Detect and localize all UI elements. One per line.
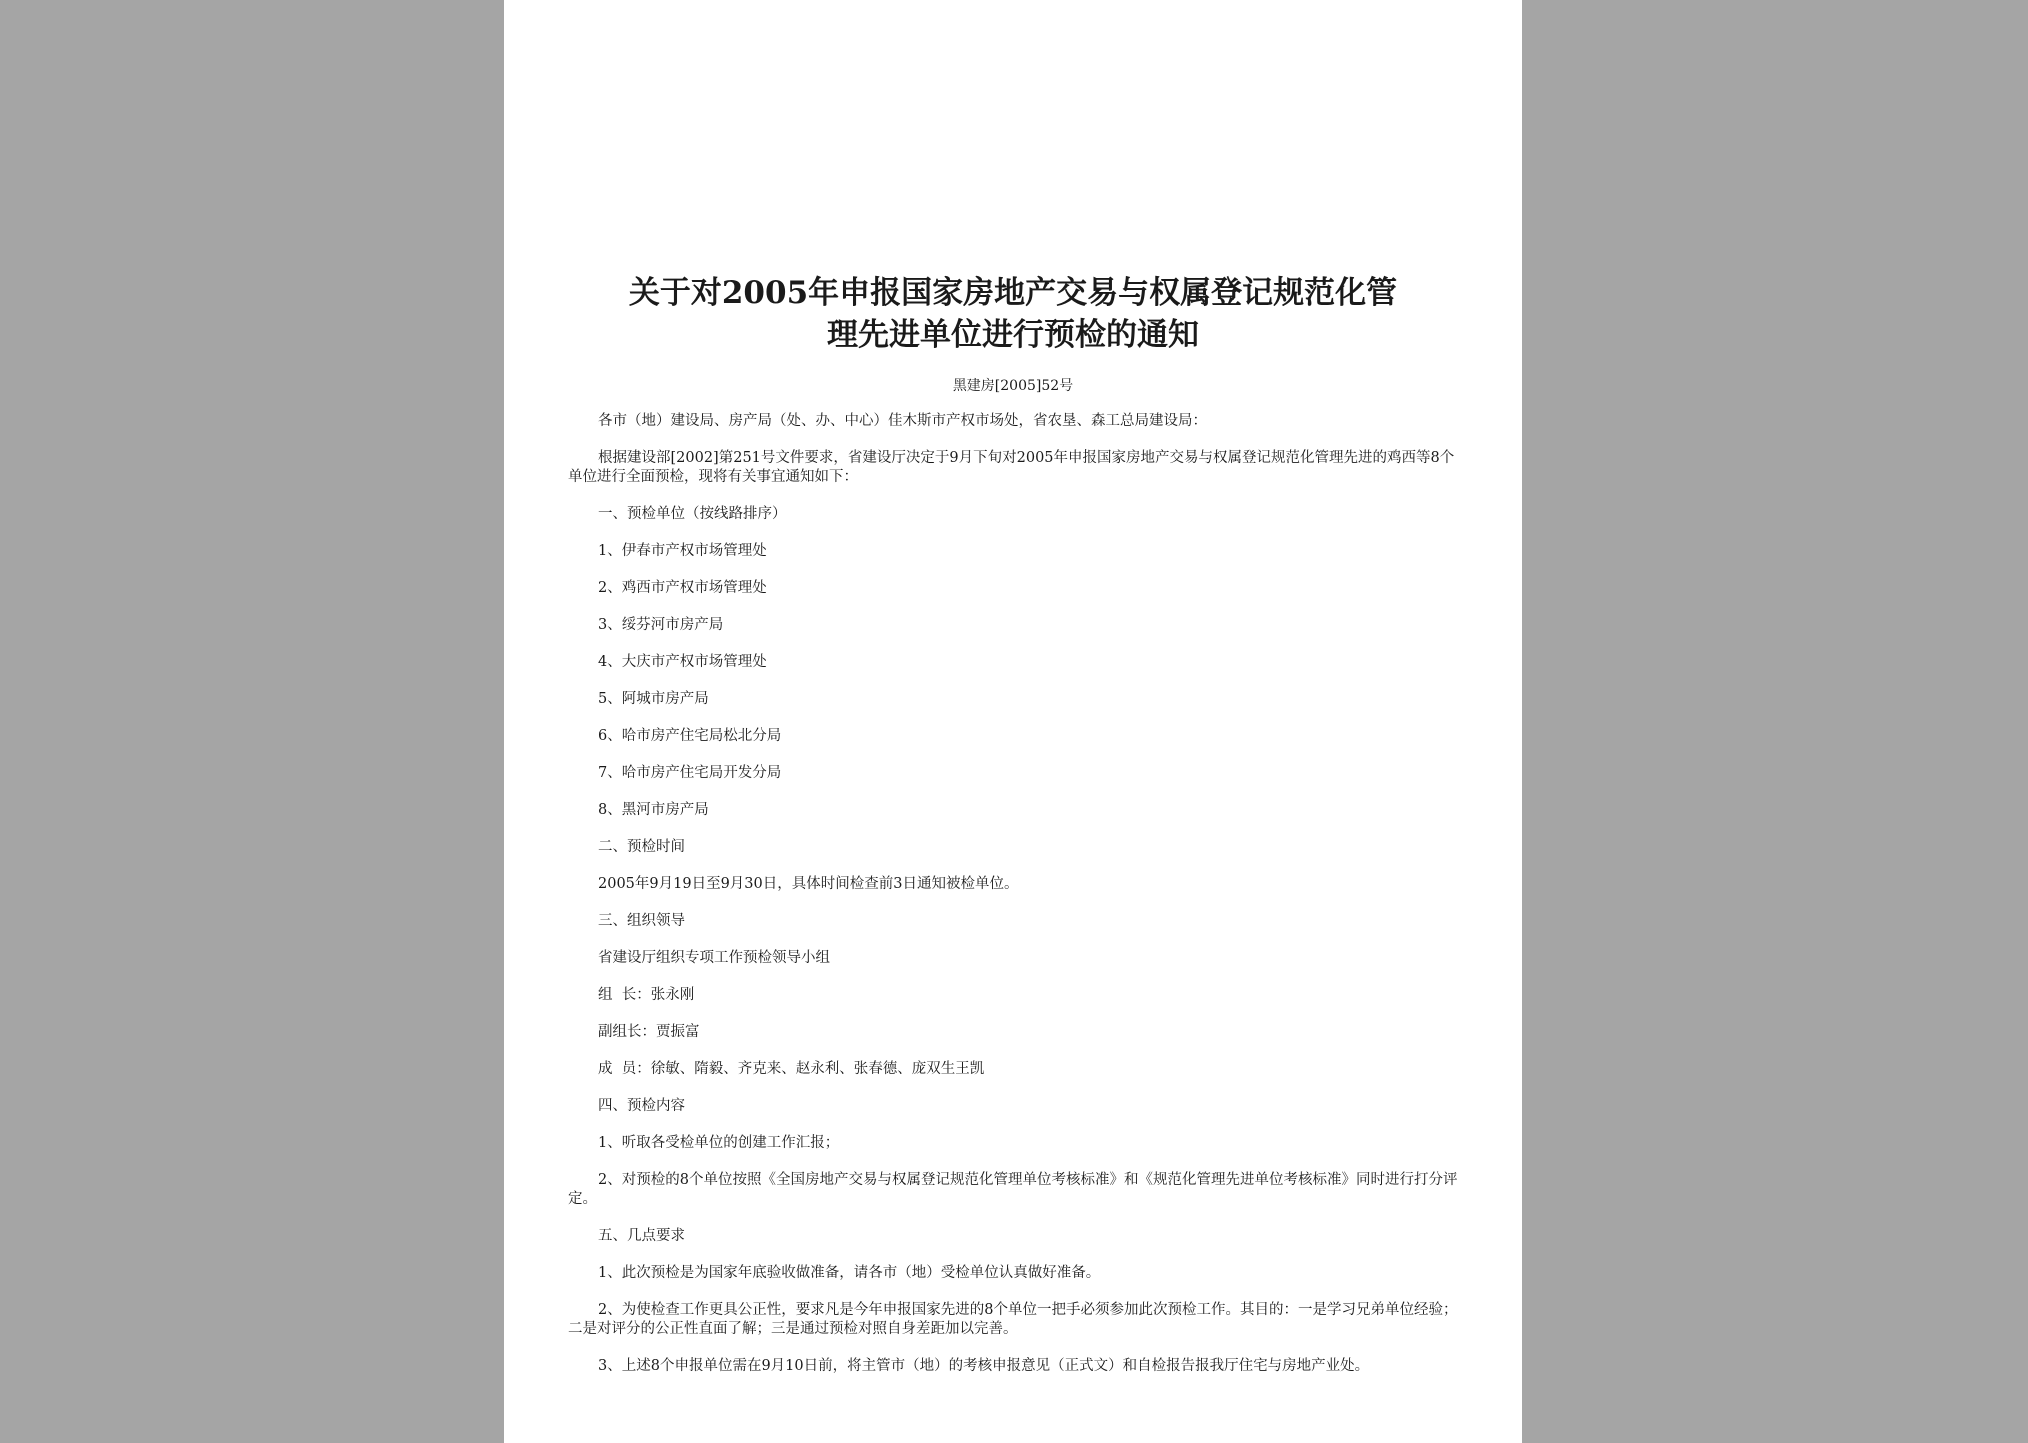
list-item: 4、大庆市产权市场管理处 (598, 654, 767, 670)
document-title (568, 272, 1458, 356)
section-heading-2: 二、预检时间 (598, 839, 685, 855)
intro-paragraph: 根据建设部[2002]第251号文件要求，省建设厅决定于9月下旬对2005年申报国家房地产交易与权属登记规范化管理先进的鸡西等8个单位进行全面预检，现将有关事宜通知如下： (568, 450, 1455, 485)
title-line-1: 关于对2005年申报国家房地产交易与权属登记规范化管 (628, 275, 1398, 311)
requirement-3: 3、上述8个申报单位需在9月10日前，将主管市（地）的考核申报意见（正式文）和自检报告报我厅住宅与房地产业处。 (598, 1358, 1370, 1374)
section-heading-3: 三、组织领导 (598, 913, 685, 929)
document-number: 黑建房[2005]52号 (952, 378, 1074, 394)
section-heading-5: 五、几点要求 (598, 1228, 685, 1244)
section-heading-4: 四、预检内容 (598, 1098, 685, 1114)
document-body (568, 412, 1458, 1376)
members-line: 成 员：徐敏、隋毅、齐克来、赵永利、张春德、庞双生王凯 (598, 1061, 985, 1077)
leader-line: 组 长：张永刚 (598, 987, 695, 1003)
list-item: 6、哈市房产住宅局松北分局 (598, 728, 782, 744)
content-item-1: 1、听取各受检单位的创建工作汇报； (598, 1135, 840, 1151)
org-group: 省建设厅组织专项工作预检领导小组 (598, 950, 830, 966)
section-heading-1: 一、预检单位（按线路排序） (598, 506, 787, 522)
list-item: 1、伊春市产权市场管理处 (598, 543, 767, 559)
list-item: 8、黑河市房产局 (598, 802, 709, 818)
list-item: 2、鸡西市产权市场管理处 (598, 580, 767, 596)
title-line-2: 理先进单位进行预检的通知 (827, 317, 1199, 353)
requirement-2: 2、为使检查工作更具公正性，要求凡是今年申报国家先进的8个单位一把手必须参加此次预检工作。其目的：一是学习兄弟单位经验；二是对评分的公正性直面了解；三是通过预检对照自身差距加以完善。 (568, 1302, 1458, 1337)
document-page (504, 0, 1522, 1443)
list-item: 5、阿城市房产局 (598, 691, 709, 707)
list-item: 7、哈市房产住宅局开发分局 (598, 765, 782, 781)
deputy-line: 副组长：贾振富 (598, 1024, 700, 1040)
time-text: 2005年9月19日至9月30日，具体时间检查前3日通知被检单位。 (598, 876, 1019, 892)
content-item-2: 2、对预检的8个单位按照《全国房地产交易与权属登记规范化管理单位考核标准》和《规范化管理先进单位考核标准》同时进行打分评定。 (568, 1172, 1458, 1207)
requirement-1: 1、此次预检是为国家年底验收做准备，请各市（地）受检单位认真做好准备。 (598, 1265, 1101, 1281)
list-item: 3、绥芬河市房产局 (598, 617, 724, 633)
salutation: 各市（地）建设局、房产局（处、办、中心）佳木斯市产权市场处，省农垦、森工总局建设局： (598, 413, 1207, 429)
